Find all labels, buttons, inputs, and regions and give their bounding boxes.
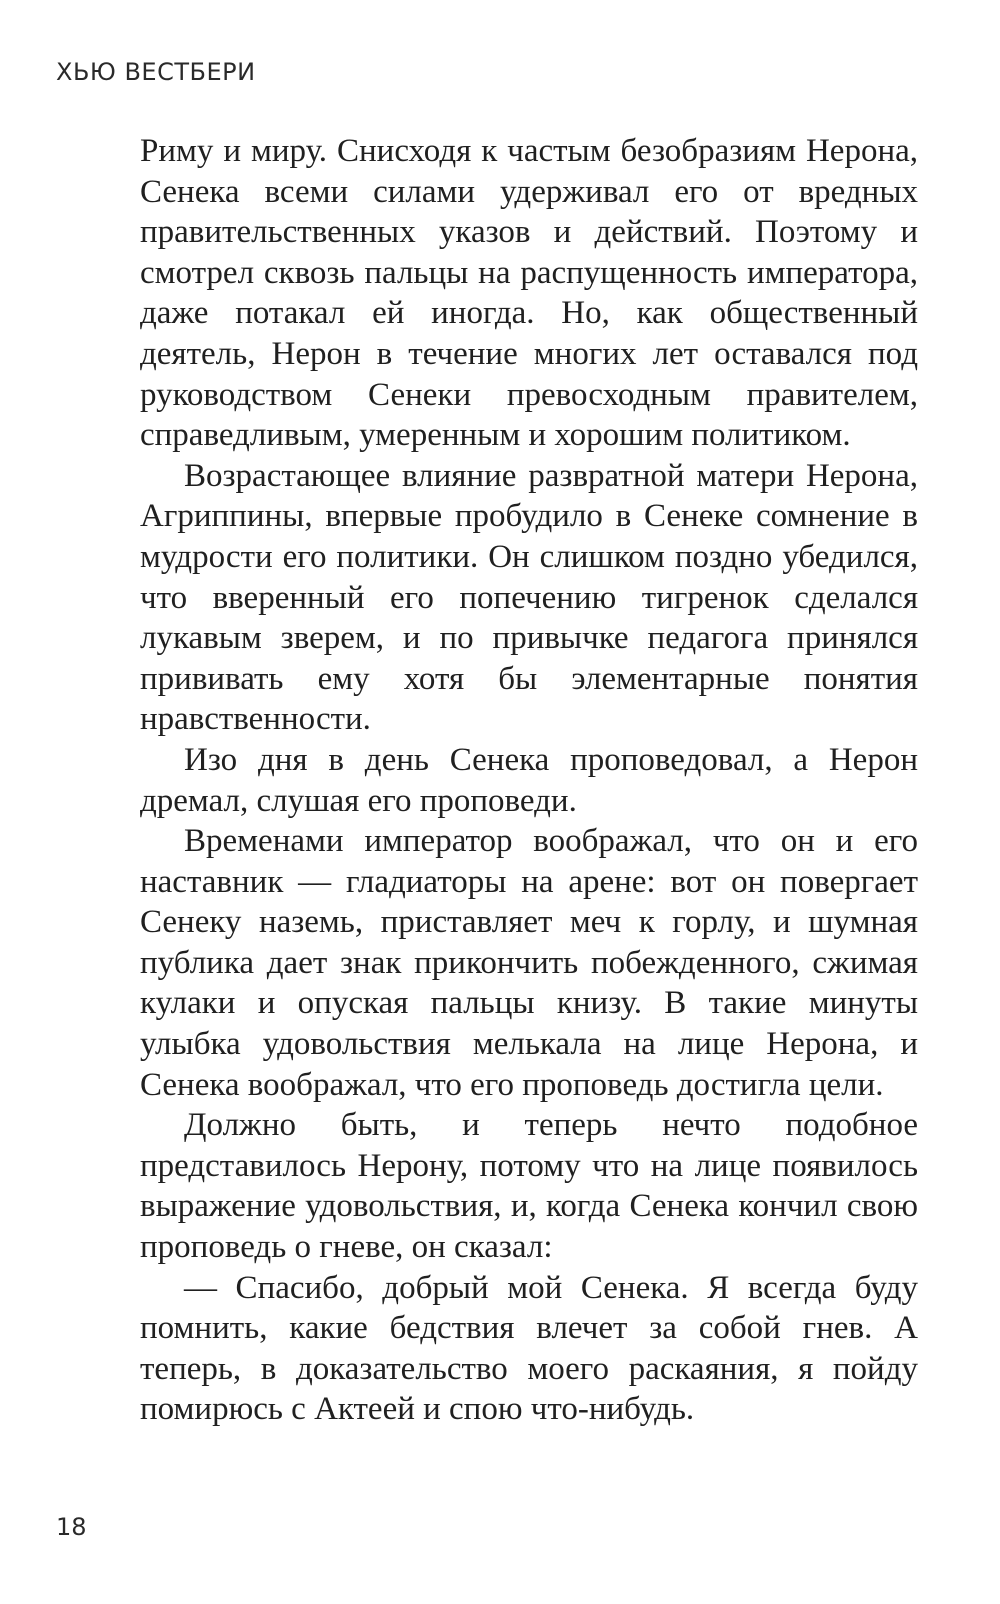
paragraph: Должно быть, и теперь нечто подобное представилось Нерону, потому что на лице появилось выражение удовольствия, и, когда Сенека кончил свою проповедь о гневе, он сказал: [140,1107,918,1266]
paragraph: Изо дня в день Сенека проповедовал, а Нерон дремал, слушая его проповеди. [140,741,918,819]
paragraph: Возрастающее влияние развратной матери Нерона, Агриппины, впервые пробудило в Сенеке сомнение в мудрости его политики. Он слишком поздно убедился, что вверенный его попечению тигренок сделался лукавым зверем, и по привычке педагога принялся прививать ему хотя бы элементарные понятия нравственности. [140,457,918,738]
running-head: ХЬЮ ВЕСТБЕРИ [56,58,256,86]
paragraph-continued: Риму и миру. Снисходя к частым безобразиям Нерона, Сенека всеми силами удерживал его от вредных правительственных указов и действий. Поэтому и смотрел сквозь пальцы на распущенность императора, даже потакал ей иногда. Но, как общественный деятель, Нерон в течение многих лет оставался под руководством Сенеки превосходным правителем, справедливым, умеренным и хорошим политиком. [140,133,918,454]
dialogue-paragraph: — Спасибо, добрый мой Сенека. Я всегда буду помнить, какие бедствия влечет за собой гнев. А теперь, в доказательство моего раскаяния, я пойду помирюсь с Актеей и спою что-нибудь. [140,1269,918,1428]
page-body [140,131,918,1430]
paragraph: Временами император воображал, что он и его наставник — гладиаторы на арене: вот он повергает Сенеку наземь, приставляет меч к горлу, и шумная публика дает знак прикончить побежденного, сжимая кулаки и опуская пальцы книзу. В такие минуты улыбка удовольствия мелькала на лице Нерона, и Сенека воображал, что его проповедь достигла цели. [140,823,918,1103]
page-number: 18 [56,1513,87,1541]
